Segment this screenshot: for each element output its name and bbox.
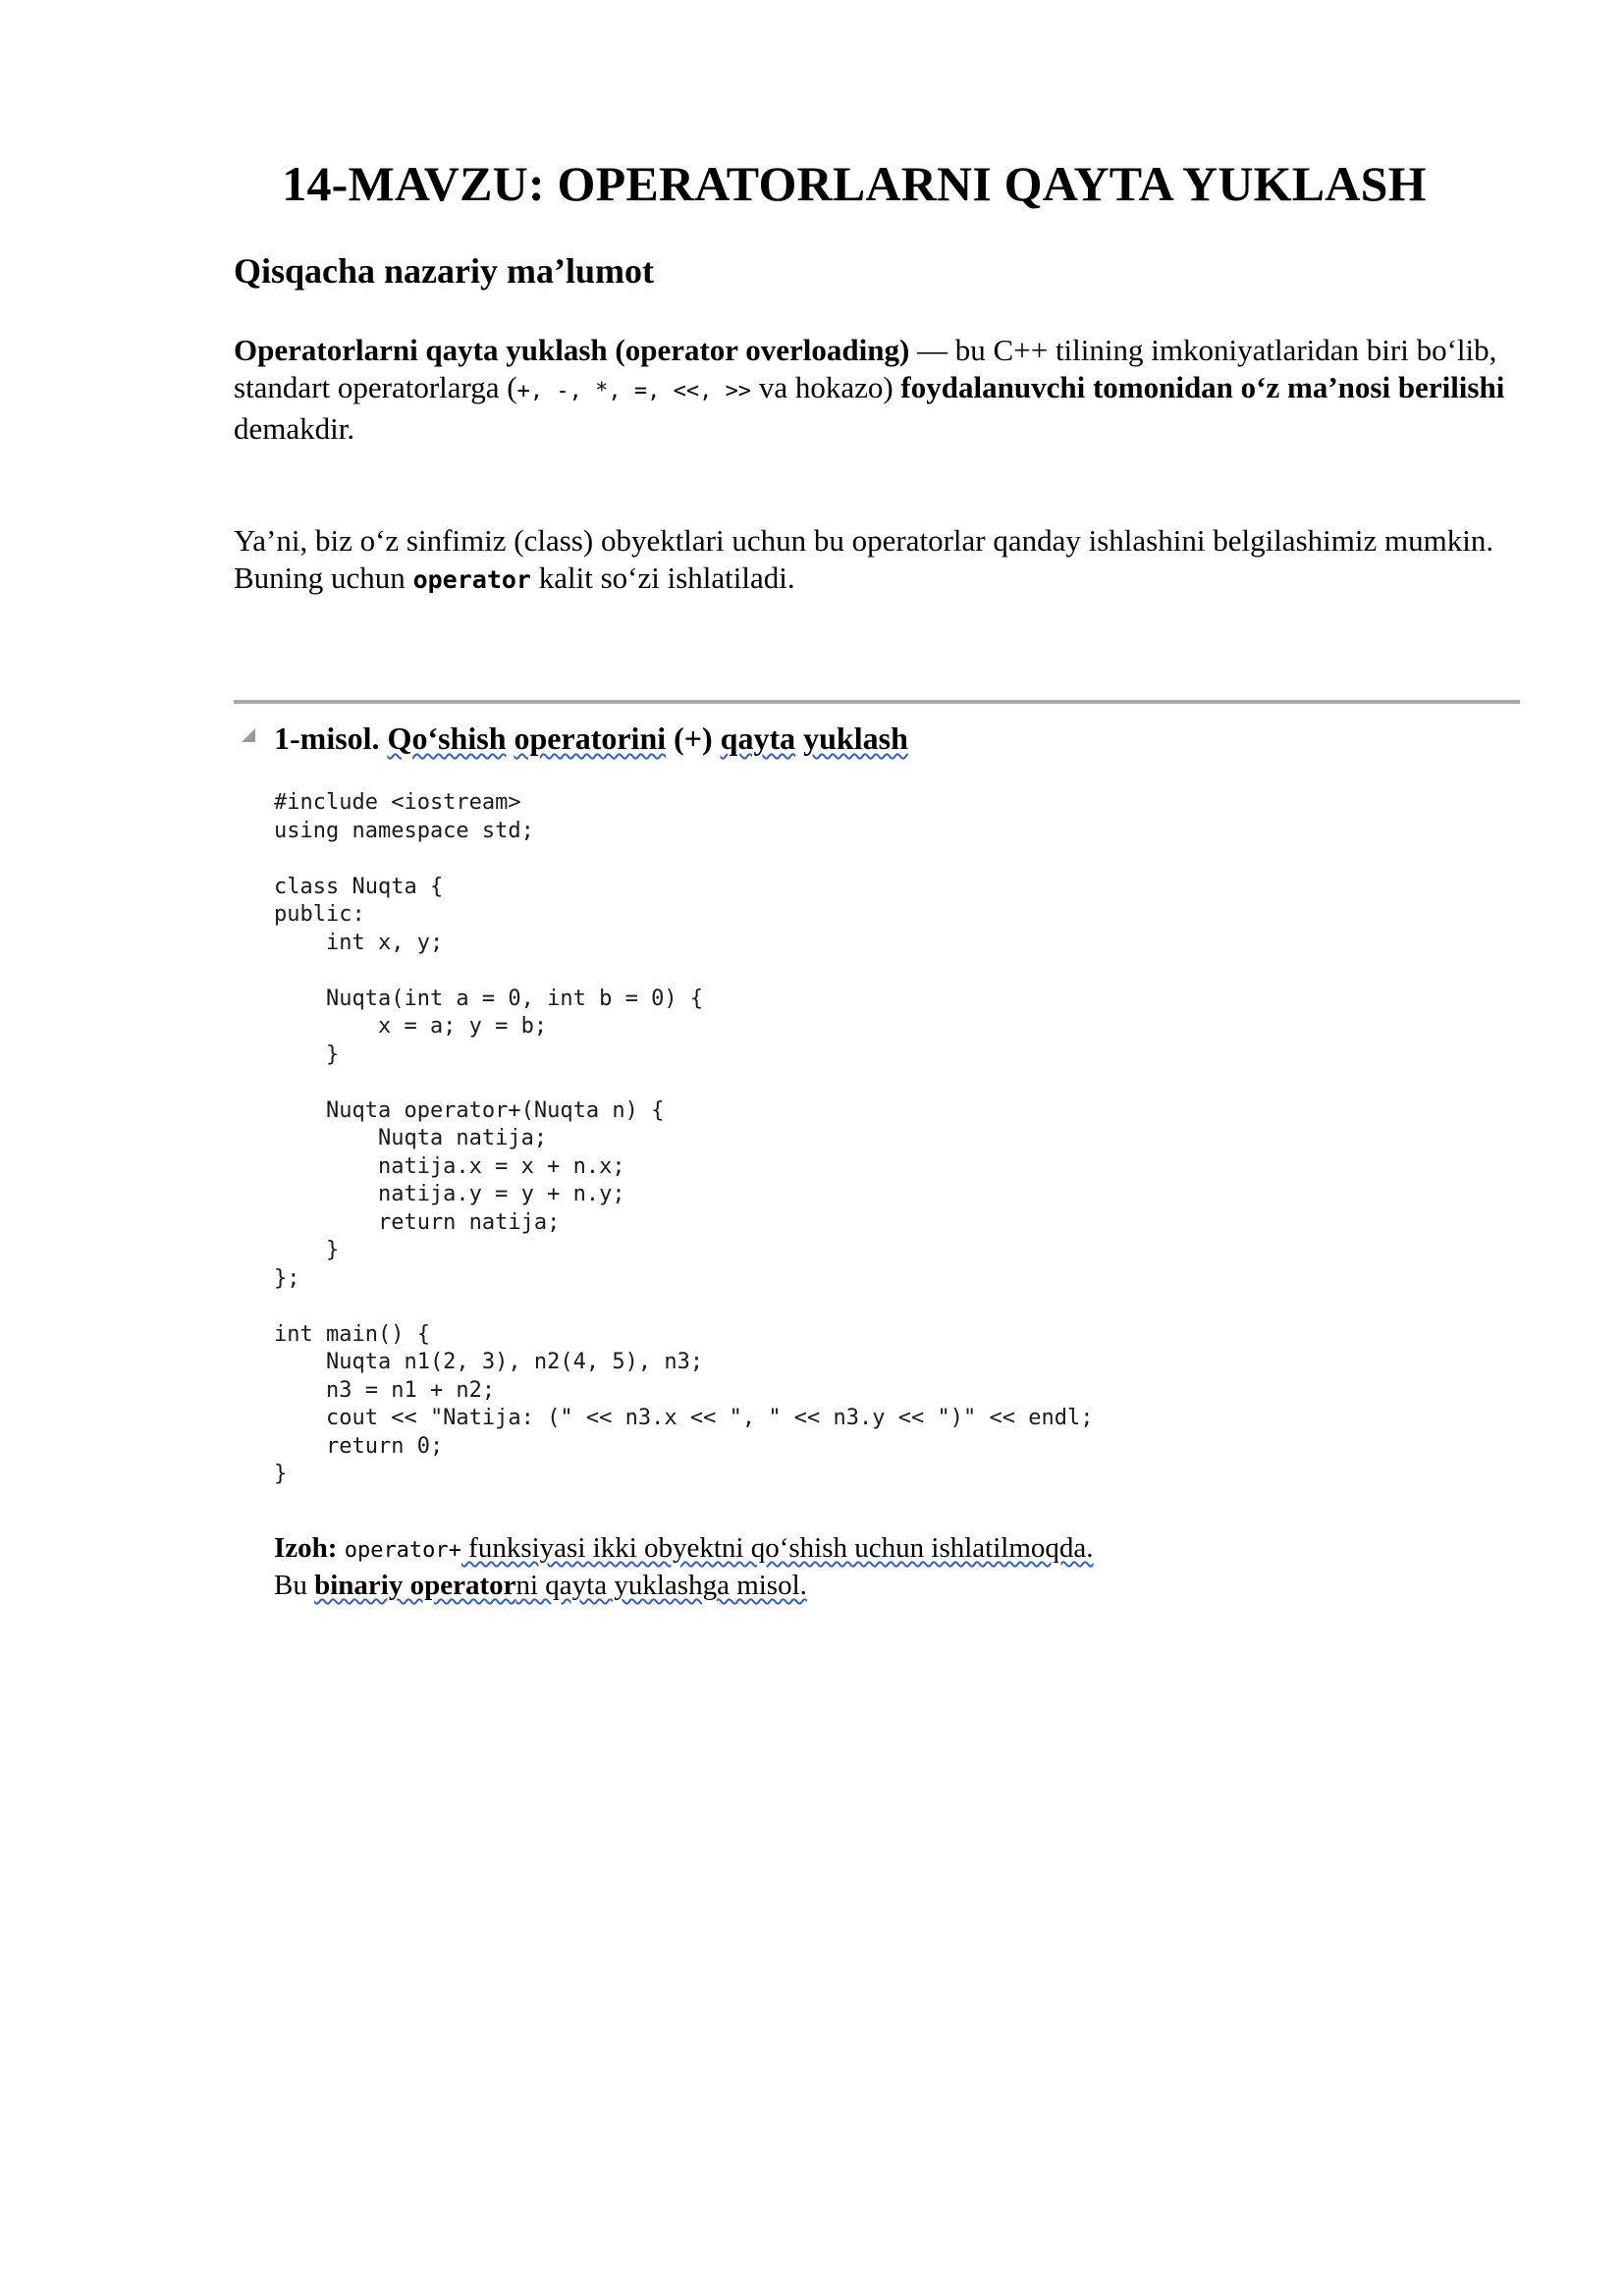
second-line2-start: Buning uchun [234,561,413,595]
example-label: 1-misol. [274,721,380,756]
intro-bold-phrase: foydalanuvchi tomonidan o‘z ma’nosi berilishi [900,370,1505,404]
code-line: int main() { [274,1321,430,1347]
note-line2-end: ni qayta yuklashga misol. [515,1570,807,1601]
note-bold-phrase: binariy operator [314,1570,516,1601]
example-heading-word: yuklash [803,721,908,756]
code-line: return natija; [274,1209,561,1235]
code-line [274,1069,1093,1097]
note-label: Izoh: [274,1532,338,1564]
code-block [274,789,1093,1489]
code-line: int x, y; [274,930,444,955]
code-line: x = a; y = b; [274,1014,548,1039]
intro-paragraph [234,332,1520,448]
code-line: Nuqta operator+(Nuqta n) { [274,1097,665,1123]
code-line [274,845,1093,874]
code-line: natija.y = y + n.y; [274,1182,625,1206]
code-line: cout << "Natija: (" << n3.x << ", " << n3.y << ")" << endl; [274,1406,1094,1430]
example-heading [274,721,908,757]
operator-keyword: operator [412,565,531,594]
code-line: n3 = n1 + n2; [274,1377,496,1403]
code-line: } [274,1462,288,1486]
example-heading-word: (+) [674,721,713,756]
second-paragraph [234,522,1520,599]
intro-line2-end: demakdir. [234,411,355,446]
example-heading-word: operatorini [514,721,667,756]
intro-line2-start: standart operatorlarga ( [234,370,517,404]
section-subtitle: Qisqacha nazariy ma’lumot [234,251,654,291]
code-line: } [274,1238,340,1262]
operator-list: +, -, *, =, <<, >> [516,379,752,403]
intro-line2-mid: va hokazo) [751,370,901,404]
code-line: #include <iostream> [274,790,521,815]
code-line: using namespace std; [274,818,534,843]
code-line: class Nuqta { [274,874,444,899]
example-heading-word: Qo‘shish [387,721,507,756]
second-line2-end: kalit so‘zi ishlatiladi. [530,561,795,595]
code-line: natija.x = x + n.x; [274,1153,625,1179]
code-line [274,1293,1093,1321]
code-line: }; [274,1265,300,1291]
code-line: return 0; [274,1433,444,1459]
note-text: funksiyasi ikki obyektni qo‘shish uchun ishlatilmoqda. [460,1532,1094,1564]
code-line: Nuqta(int a = 0, int b = 0) { [274,986,704,1011]
horizontal-divider [234,700,1520,704]
intro-text: — bu C++ tilining imkoniyatlaridan biri bo‘lib, [909,333,1497,367]
page-title: 14-MAVZU: OPERATORLARNI QAYTA YUKLASH [282,156,1427,211]
note-line-2 [274,1567,1501,1604]
collapse-triangle-icon[interactable] [242,728,255,742]
code-line: public: [274,902,365,927]
note-line-1 [274,1529,1501,1570]
code-line: Nuqta n1(2, 3), n2(4, 5), n3; [274,1350,704,1374]
note-line2-start: Bu [274,1570,315,1601]
code-line [274,957,1093,986]
code-line: Nuqta natija; [274,1126,548,1150]
note-code: operator+ [344,1538,461,1563]
second-line1: Ya’ni, biz o‘z sinfimiz (class) obyektlari uchun bu operatorlar qanday ishlashini belgilashimiz mumkin. [234,523,1494,558]
intro-bold-term: Operatorlarni qayta yuklash (operator overloading) [234,333,910,367]
code-line: } [274,1041,340,1067]
example-heading-word: qayta [720,721,796,756]
